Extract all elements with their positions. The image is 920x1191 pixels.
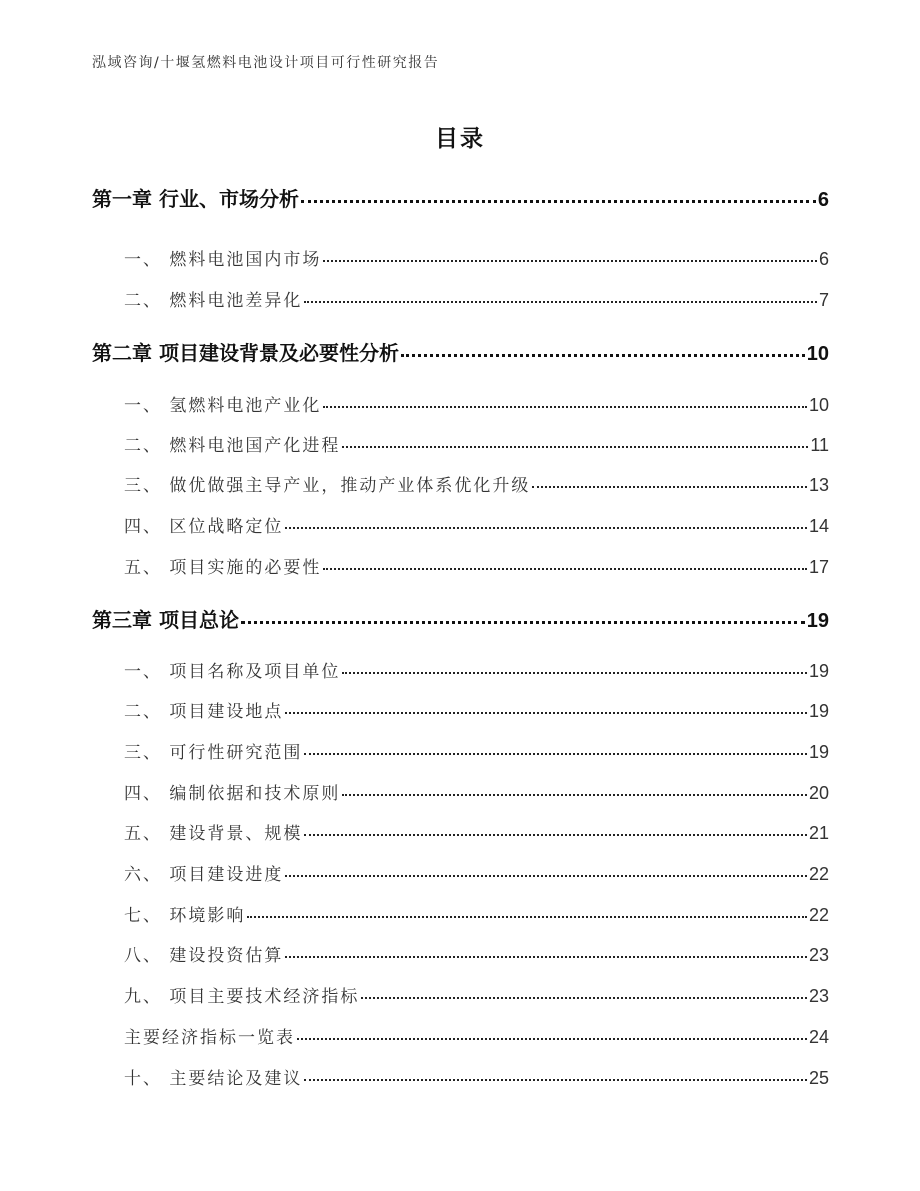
dot-leader <box>285 956 807 958</box>
toc-page-number: 7 <box>818 290 829 310</box>
toc-section-entry[interactable] <box>92 431 829 456</box>
dot-leader <box>323 406 807 408</box>
toc-entry-label: 一、 燃料电池国内市场 <box>124 250 322 270</box>
toc-page-number: 19 <box>808 701 829 721</box>
toc-page-number: 19 <box>808 742 829 762</box>
toc-section-entry[interactable] <box>92 738 829 763</box>
toc-section-entry[interactable] <box>92 697 829 722</box>
dot-leader <box>241 621 805 624</box>
dot-leader <box>323 260 817 262</box>
toc-page-number: 11 <box>810 435 829 455</box>
toc-entry-label: 第二章 项目建设背景及必要性分析 <box>92 341 399 365</box>
toc-entry-label: 三、 可行性研究范围 <box>124 743 303 763</box>
toc-page-number: 6 <box>818 249 829 269</box>
toc-page-number: 23 <box>808 945 829 965</box>
toc-entry-label: 三、 做优做强主导产业，推动产业体系优化升级 <box>124 476 531 496</box>
toc-section-entry[interactable] <box>92 553 829 578</box>
toc-page-number: 21 <box>808 823 829 843</box>
toc-entry-label: 一、 氢燃料电池产业化 <box>124 396 322 416</box>
toc-section-entry[interactable] <box>92 901 829 926</box>
toc-section-entry[interactable] <box>92 819 829 844</box>
dot-leader <box>304 301 817 303</box>
dot-leader <box>285 875 807 877</box>
toc-page-number: 13 <box>808 475 829 495</box>
toc-section-entry[interactable] <box>92 657 829 682</box>
toc-entry-label: 一、 项目名称及项目单位 <box>124 662 341 682</box>
toc-page-number: 14 <box>808 516 829 536</box>
toc-chapter-entry[interactable] <box>92 604 829 633</box>
toc-entry-label: 主要经济指标一览表 <box>124 1028 295 1048</box>
toc-entry-label: 第一章 行业、市场分析 <box>92 187 299 211</box>
toc-entry-label: 四、 编制依据和技术原则 <box>124 784 341 804</box>
toc-section-entry[interactable] <box>92 1064 829 1089</box>
toc-entry-label: 五、 建设背景、规模 <box>124 824 303 844</box>
toc-section-entry[interactable] <box>92 941 829 966</box>
dot-leader <box>285 527 807 529</box>
toc-entry-label: 五、 项目实施的必要性 <box>124 558 322 578</box>
toc-entry-label: 二、 燃料电池差异化 <box>124 291 303 311</box>
dot-leader <box>323 568 807 570</box>
dot-leader <box>342 672 807 674</box>
toc-section-entry[interactable] <box>92 471 829 496</box>
dot-leader <box>301 200 816 203</box>
toc-section-entry[interactable] <box>92 245 829 270</box>
toc-entry-label: 十、 主要结论及建议 <box>124 1069 303 1089</box>
toc-section-entry[interactable] <box>92 779 829 804</box>
dot-leader <box>401 354 805 357</box>
toc-page-number: 22 <box>808 864 829 884</box>
toc-section-entry[interactable] <box>92 860 829 885</box>
toc-entry-label: 四、 区位战略定位 <box>124 517 284 537</box>
toc-entry-label: 第三章 项目总论 <box>92 608 239 632</box>
toc-page-number: 10 <box>806 343 829 365</box>
dot-leader <box>342 794 807 796</box>
toc-page-number: 25 <box>808 1068 829 1088</box>
toc-page-number: 19 <box>806 610 829 632</box>
dot-leader <box>247 916 807 918</box>
toc-entry-label: 九、 项目主要技术经济指标 <box>124 987 360 1007</box>
dot-leader <box>304 834 807 836</box>
toc-chapter-entry[interactable] <box>92 337 829 366</box>
toc-page-number: 23 <box>808 986 829 1006</box>
dot-leader <box>285 712 807 714</box>
toc-section-entry[interactable] <box>92 982 829 1007</box>
dot-leader <box>304 1079 807 1081</box>
toc-chapter-entry[interactable] <box>92 183 829 212</box>
toc-entry-label: 二、 项目建设地点 <box>124 702 284 722</box>
toc-entry-label: 二、 燃料电池国产化进程 <box>124 436 341 456</box>
toc-section-entry[interactable] <box>92 391 829 416</box>
dot-leader <box>342 446 808 448</box>
toc-page-number: 20 <box>808 783 829 803</box>
dot-leader <box>361 997 807 999</box>
toc-page-number: 22 <box>808 905 829 925</box>
toc-page-number: 10 <box>808 395 829 415</box>
toc-entry-label: 七、 环境影响 <box>124 906 246 926</box>
dot-leader <box>297 1038 807 1040</box>
dot-leader <box>304 753 807 755</box>
toc-entry-label: 八、 建设投资估算 <box>124 946 284 966</box>
running-header: 泓域咨询/十堰氢燃料电池设计项目可行性研究报告 <box>92 55 440 71</box>
toc-section-entry[interactable] <box>92 286 829 311</box>
toc-page-number: 24 <box>808 1027 829 1047</box>
toc-entry-label: 六、 项目建设进度 <box>124 865 284 885</box>
toc-page-number: 6 <box>817 189 829 211</box>
dot-leader <box>532 486 807 488</box>
toc-page-number: 19 <box>808 661 829 681</box>
toc-page-number: 17 <box>808 557 829 577</box>
toc-section-entry[interactable] <box>92 1023 829 1048</box>
toc-section-entry[interactable] <box>92 512 829 537</box>
toc-title: 目录 <box>435 126 485 152</box>
